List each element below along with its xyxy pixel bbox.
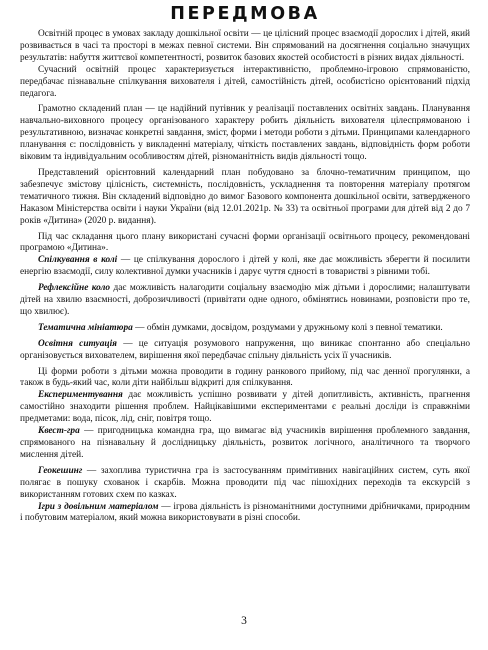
paragraph-text: Грамотно складений план — це надійний путівник у реалізації поставлених освітніх завдань. Планування навчально-виховного процесу організованого характеру робить діяльність вихователя цілеспрямованою і результативною, визначає конкретні завдання, зміст, форми і методи роботи з дітьми. Принципами календарного планування є: послідовність у викладенні матеріалу, чіткість поставлених завдань, відповідність форм роботи віковим та індивідуальним особливостям дітей, різноманітність видів діяльності тощо. [20,104,470,163]
paragraph [20,255,470,279]
term-label: Ігри з довільним матеріалом [38,501,159,512]
term-label: Геокешинг [38,465,83,476]
paragraph-text: дає можливість успішно розвивати у дітей допитливість, активність, прагнення самостійно знаходити рішення проблем. Найцікавішими експериментами є реальні досліди із справжніми предметами: вода, пісок, лід, сніг, повітря тощо. [20,390,470,425]
paragraph [20,283,470,319]
paragraph-text: — обмін думками, досвідом, роздумами у дружньому колі з певної тематики. [132,322,443,333]
paragraph [20,232,470,256]
paragraph-text: Ці форми роботи з дітьми можна проводити в годину ранкового прийому, під час денної прогулянки, а також в будь-який час, коли діти найбільш відкриті для спілкування. [20,366,470,389]
paragraph [20,168,470,228]
paragraph-text: Під час складання цього плану використані сучасні форми організації освітнього процесу, рекомендовані програмою «Дитина». [20,231,470,254]
paragraph [20,367,470,391]
paragraph-text: — це спілкування дорослого і дітей у колі, яке дає можливість зберегти й посилити енергію взаємодії, силу колективної думки учасників і дарує чуття єдності в товаристві з рівними тобі. [20,255,470,278]
paragraph-text: дає можливість налагодити соціальну взаємодію між дітьми і дорослими; налаштувати дітей на хвилю взаємності, доброзичливості (привітати одне одного, обмінятись новинами, розповісти про те, що хвилює). [20,283,470,317]
term-label: Освітня ситуація [38,338,117,349]
paragraph [20,339,470,363]
term-label: Рефлексійне коло [38,283,111,294]
paragraph-text: — захоплива туристична гра із застосуванням примітивних навігаційних систем, суть якої полягає в пошуку схованок і скарбів. Можна проводити під час пішохідних переходів та екскурсій з використанням готових схем по казках. [20,465,470,500]
page-title: ПЕРЕДМОВА [170,4,320,24]
paragraph [20,502,470,526]
paragraph [20,104,470,164]
paragraph-text: — пригодницька командна гра, що вимагає від учасників вирішення проблемного завдання, спрямованого на пізнавальну й дослідницьку діяльність, розвиток логічного, аналітичного та творчого мислення дітей. [20,426,470,460]
paragraph-text: Освітній процес в умовах закладу дошкільної освіти — це цілісний процес взаємодії дорослих і дітей, який розвивається в часі та просторі в межах певної системи. Він спрямований на досягнення соціально значущих результатів: набуття життєвої компетентності, розвиток базових якостей особистості в різних видах діяльності. [20,29,470,63]
term-label: Тематична мініатюра [38,322,133,333]
paragraph [20,29,470,65]
page-number: 3 [241,615,247,627]
paragraph-text: — це ситуація розумового напруження, що виникає спонтанно або спеціально організовується вихователем, вирішення якої передбачає спільну діяльність усіх її учасників. [20,338,470,361]
paragraph [20,466,470,502]
paragraph-text: — ігрова діяльність із різноманітними доступними дрібничками, природним і побутовим матеріалом, який можна використовувати в різні способи. [20,501,470,524]
paragraph-text: Представлений орієнтовний календарний план побудовано за блочно-тематичним принципом, що забезпечує змістову цілісність, системність, послідовність, ускладнення та повторення матеріалу протягом тематичного тижня. Він складений відповідно до вимог Базового компонента дошкільної освіти, затвердженого Наказом Міністерства освіти і науки України (від 12.01.2021р. № 33) та освітньої програми для дітей від 2 до 7 років «Дитина» (2020 р. видання). [20,167,470,226]
term-label: Експериментування [38,390,123,401]
term-label: Квест-гра [38,426,80,437]
document-body [20,29,470,525]
paragraph [20,323,470,335]
paragraph [20,390,470,426]
term-label: Спілкування в колі [38,255,118,266]
paragraph-text: Сучасний освітній процес характеризується інтерактивністю, проблемно-ігровою спрямованістю, передбачає пізнавальне спілкування вихователя і дітей, самостійність дітей, особистісно орієнтований підхід педагога. [20,64,470,99]
paragraph [20,65,470,101]
paragraph [20,426,470,462]
